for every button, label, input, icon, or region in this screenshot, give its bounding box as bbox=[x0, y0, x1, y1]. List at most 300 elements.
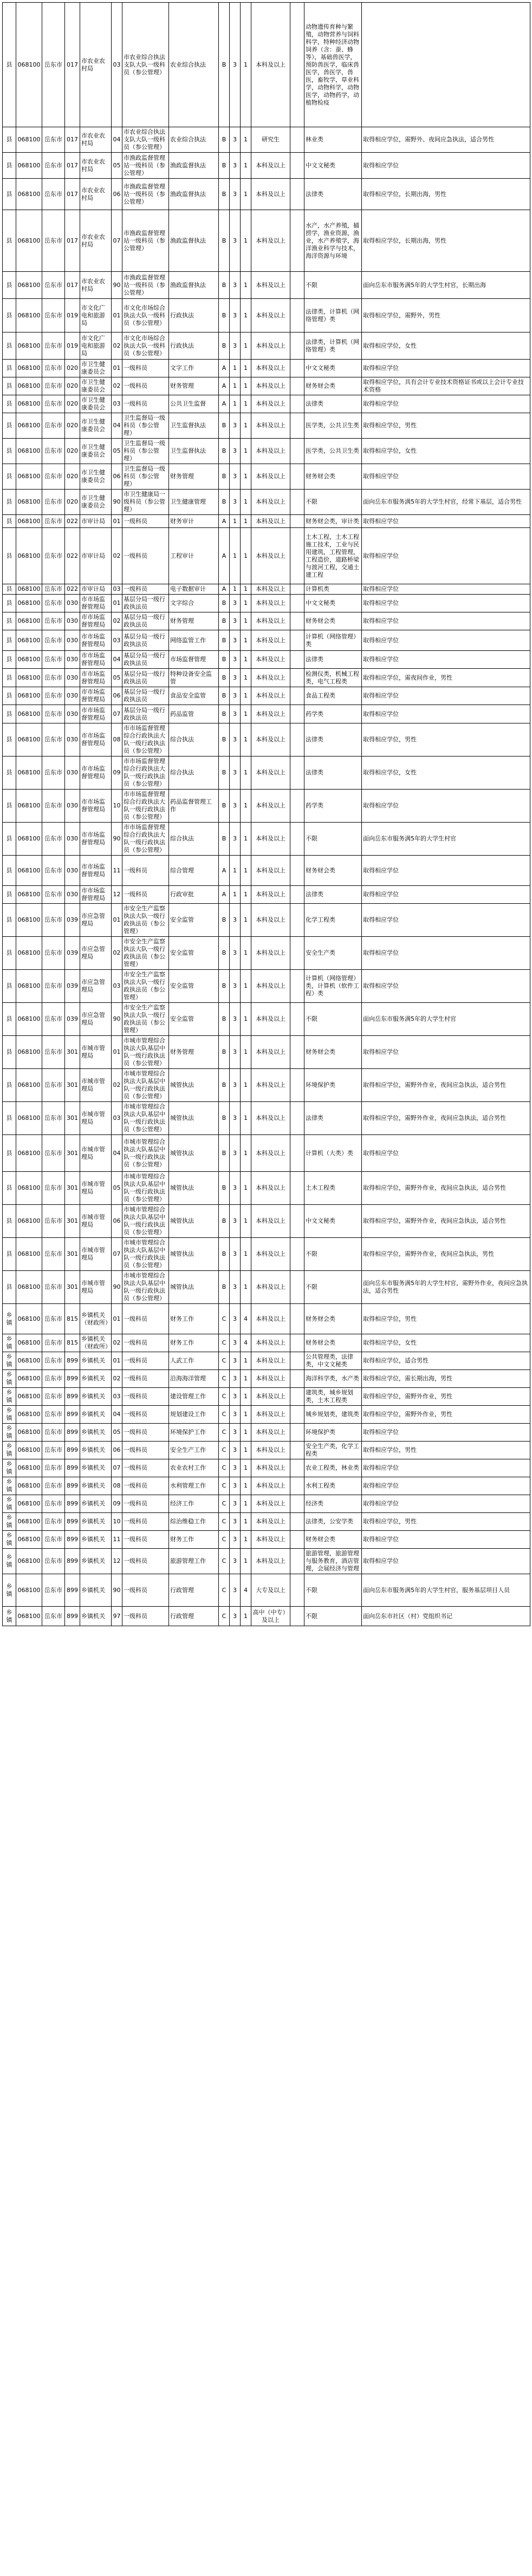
cell-dept-code: 020 bbox=[65, 377, 80, 395]
cell-dept-code: 030 bbox=[65, 790, 80, 823]
cell-count: 1 bbox=[241, 1352, 251, 1370]
cell-conditions: 取得相应学位 bbox=[362, 1036, 530, 1069]
cell-education: 本科及以上 bbox=[251, 395, 290, 413]
cell-category: B bbox=[219, 1238, 230, 1271]
cell-unit-code: 068100 bbox=[16, 127, 42, 153]
cell-dept: 乡镇机关 bbox=[80, 1607, 112, 1626]
cell-area: 岳东市 bbox=[42, 723, 65, 757]
cell-dept-code: 030 bbox=[65, 823, 80, 856]
cell-level: 县 bbox=[3, 1135, 16, 1172]
cell-dept: 乡镇机关 bbox=[80, 1513, 112, 1531]
cell-education: 本科及以上 bbox=[251, 1334, 290, 1352]
cell-org: 一级科员 bbox=[122, 1424, 169, 1442]
cell-level: 县 bbox=[3, 439, 16, 464]
cell-dept-code: 899 bbox=[65, 1513, 80, 1531]
cell-major: 计算机（网络管理）类，计算机（软件工程）类 bbox=[304, 970, 362, 1003]
cell-conditions: 取得相应学位，长期出海，男性 bbox=[362, 210, 530, 272]
cell-post-code: 07 bbox=[112, 1238, 122, 1271]
cell-unit-code: 068100 bbox=[16, 360, 42, 377]
cell-count: 1 bbox=[241, 1442, 251, 1459]
cell-conditions: 取得相应学位 bbox=[362, 153, 530, 179]
cell-area: 岳东市 bbox=[42, 595, 65, 612]
cell-post-name: 安全监管 bbox=[169, 970, 219, 1003]
cell-category: C bbox=[219, 1304, 230, 1334]
cell-major: 药学类 bbox=[304, 790, 362, 823]
cell-count: 1 bbox=[241, 377, 251, 395]
cell-count: 1 bbox=[241, 937, 251, 970]
cell-unit-code: 068100 bbox=[16, 856, 42, 886]
cell-major: 法律类 bbox=[304, 1102, 362, 1135]
cell-unit-code: 068100 bbox=[16, 1102, 42, 1135]
cell-count: 1 bbox=[241, 1271, 251, 1304]
cell-count: 1 bbox=[241, 705, 251, 723]
cell-dept: 市农业农村局 bbox=[80, 153, 112, 179]
table-row bbox=[3, 127, 530, 153]
cell-education: 本科及以上 bbox=[251, 1388, 290, 1406]
cell-degree bbox=[290, 669, 304, 687]
cell-conditions: 取得相应学位 bbox=[362, 790, 530, 823]
cell-org: 市渔政监督管理站一级科员（参公管理） bbox=[122, 179, 169, 210]
table-row bbox=[3, 377, 530, 395]
cell-org: 一级科员 bbox=[122, 1442, 169, 1459]
cell-count: 1 bbox=[241, 1003, 251, 1036]
cell-area: 岳东市 bbox=[42, 886, 65, 904]
cell-area: 岳东市 bbox=[42, 1003, 65, 1036]
cell-dept: 市市场监督管理局 bbox=[80, 856, 112, 886]
cell-education: 本科及以上 bbox=[251, 937, 290, 970]
cell-area: 岳东市 bbox=[42, 1477, 65, 1495]
cell-degree bbox=[290, 1442, 304, 1459]
cell-degree bbox=[290, 723, 304, 757]
cell-education: 本科及以上 bbox=[251, 1513, 290, 1531]
cell-post-name: 财务管理 bbox=[169, 464, 219, 490]
cell-dept-code: 899 bbox=[65, 1406, 80, 1424]
cell-post-code: 06 bbox=[112, 687, 122, 705]
cell-conditions: 取得相应学位 bbox=[362, 395, 530, 413]
cell-org: 一级科员 bbox=[122, 886, 169, 904]
cell-category-code: 1 bbox=[230, 395, 241, 413]
cell-dept: 市审计局 bbox=[80, 528, 112, 584]
cell-category: B bbox=[219, 687, 230, 705]
cell-post-name: 规划建设工作 bbox=[169, 1406, 219, 1424]
cell-dept: 市城市管理局 bbox=[80, 1172, 112, 1205]
cell-major: 不限 bbox=[304, 1003, 362, 1036]
cell-major: 法律类，计算机（网络管理）类 bbox=[304, 332, 362, 360]
cell-post-name: 药品监管 bbox=[169, 705, 219, 723]
table-row bbox=[3, 1352, 530, 1370]
cell-unit-code: 068100 bbox=[16, 1003, 42, 1036]
cell-conditions: 面向岳东市服务满5年的大学生村官 bbox=[362, 1003, 530, 1036]
cell-post-name: 渔政监督执法 bbox=[169, 272, 219, 299]
cell-major: 水产，水产养殖，捕捞学，渔业资源，渔业，水产养殖学，海洋渔业科学与技术，海洋资源与环境 bbox=[304, 210, 362, 272]
cell-org: 一级科员 bbox=[122, 1334, 169, 1352]
cell-conditions: 取得相应学位 bbox=[362, 630, 530, 651]
cell-post-code: 02 bbox=[112, 332, 122, 360]
cell-unit-code: 068100 bbox=[16, 1406, 42, 1424]
table-row bbox=[3, 1531, 530, 1549]
cell-degree bbox=[290, 1531, 304, 1549]
cell-unit-code: 068100 bbox=[16, 1549, 42, 1574]
cell-area: 岳东市 bbox=[42, 377, 65, 395]
cell-conditions: 取得相应学位，需野外作业，夜间应急执法，适合男性 bbox=[362, 1069, 530, 1102]
cell-degree bbox=[290, 584, 304, 595]
cell-category: B bbox=[219, 705, 230, 723]
cell-level: 县 bbox=[3, 630, 16, 651]
cell-category: B bbox=[219, 904, 230, 937]
cell-category: C bbox=[219, 1531, 230, 1549]
cell-unit-code: 068100 bbox=[16, 464, 42, 490]
cell-conditions: 取得相应学位，需野外作业，夜间应急执法，男性 bbox=[362, 1238, 530, 1271]
cell-dept-code: 019 bbox=[65, 332, 80, 360]
cell-unit-code: 068100 bbox=[16, 377, 42, 395]
cell-unit-code: 068100 bbox=[16, 1172, 42, 1205]
cell-post-name: 行政审批 bbox=[169, 886, 219, 904]
cell-category: B bbox=[219, 612, 230, 630]
cell-unit-code: 068100 bbox=[16, 651, 42, 669]
cell-category-code: 3 bbox=[230, 490, 241, 515]
cell-category: C bbox=[219, 1424, 230, 1442]
cell-dept: 市文化广电和旅游局 bbox=[80, 332, 112, 360]
cell-count: 1 bbox=[241, 856, 251, 886]
cell-unit-code: 068100 bbox=[16, 1370, 42, 1388]
cell-dept: 市应急管理局 bbox=[80, 1003, 112, 1036]
cell-category: A bbox=[219, 515, 230, 528]
cell-degree bbox=[290, 1205, 304, 1238]
cell-degree bbox=[290, 153, 304, 179]
cell-category: B bbox=[219, 1135, 230, 1172]
cell-post-code: 02 bbox=[112, 937, 122, 970]
cell-conditions: 取得相应学位 bbox=[362, 612, 530, 630]
cell-degree bbox=[290, 1069, 304, 1102]
cell-education: 本科及以上 bbox=[251, 705, 290, 723]
cell-category: A bbox=[219, 395, 230, 413]
cell-major: 林业类 bbox=[304, 127, 362, 153]
cell-org: 市市场监督管理综合行政执法大队一级行政执法员（参公管理） bbox=[122, 757, 169, 790]
cell-conditions: 取得相应学位，男性 bbox=[362, 1513, 530, 1531]
cell-category: B bbox=[219, 1172, 230, 1205]
cell-category: B bbox=[219, 669, 230, 687]
cell-unit-code: 068100 bbox=[16, 1135, 42, 1172]
cell-category: B bbox=[219, 1036, 230, 1069]
cell-conditions: 取得相应学位，男性 bbox=[362, 1442, 530, 1459]
table-row bbox=[3, 1205, 530, 1238]
table-row bbox=[3, 272, 530, 299]
cell-degree bbox=[290, 970, 304, 1003]
cell-org: 市市场监督管理综合行政执法大队一级行政执法员（参公管理） bbox=[122, 790, 169, 823]
cell-level: 乡镇 bbox=[3, 1549, 16, 1574]
cell-post-name: 综合执法 bbox=[169, 757, 219, 790]
cell-post-code: 04 bbox=[112, 413, 122, 439]
cell-level: 乡镇 bbox=[3, 1352, 16, 1370]
cell-conditions: 取得相应学位 bbox=[362, 1495, 530, 1513]
job-table bbox=[2, 2, 530, 1626]
cell-conditions: 取得相应学位 bbox=[362, 464, 530, 490]
cell-category-code: 3 bbox=[230, 1069, 241, 1102]
cell-major: 旅游管理，旅游管理与服务教育，酒店管理，会展经济与管理 bbox=[304, 1549, 362, 1574]
cell-degree bbox=[290, 1477, 304, 1495]
cell-major: 不限 bbox=[304, 1574, 362, 1607]
cell-dept-code: 030 bbox=[65, 595, 80, 612]
cell-level: 县 bbox=[3, 904, 16, 937]
cell-unit-code: 068100 bbox=[16, 332, 42, 360]
cell-org: 一级科员 bbox=[122, 395, 169, 413]
cell-dept-code: 815 bbox=[65, 1334, 80, 1352]
cell-category-code: 3 bbox=[230, 1459, 241, 1477]
cell-dept: 乡镇机关 bbox=[80, 1388, 112, 1406]
cell-area: 岳东市 bbox=[42, 1271, 65, 1304]
cell-conditions bbox=[362, 3, 530, 127]
cell-count: 1 bbox=[241, 1495, 251, 1513]
cell-level: 县 bbox=[3, 210, 16, 272]
cell-unit-code: 068100 bbox=[16, 1334, 42, 1352]
cell-dept-code: 030 bbox=[65, 856, 80, 886]
cell-degree bbox=[290, 1271, 304, 1304]
cell-org: 市安全生产监察执法大队一级行政执法员（参公管理） bbox=[122, 937, 169, 970]
cell-post-code: 06 bbox=[112, 1205, 122, 1238]
cell-category-code: 3 bbox=[230, 127, 241, 153]
cell-education: 本科及以上 bbox=[251, 630, 290, 651]
cell-education: 本科及以上 bbox=[251, 1069, 290, 1102]
cell-post-code: 90 bbox=[112, 272, 122, 299]
cell-count: 1 bbox=[241, 3, 251, 127]
cell-conditions: 取得相应学位，女性 bbox=[362, 332, 530, 360]
cell-unit-code: 068100 bbox=[16, 904, 42, 937]
cell-area: 岳东市 bbox=[42, 1238, 65, 1271]
table-row bbox=[3, 490, 530, 515]
cell-unit-code: 068100 bbox=[16, 299, 42, 332]
cell-org: 一级科员 bbox=[122, 377, 169, 395]
cell-dept: 市卫生健康委员会 bbox=[80, 490, 112, 515]
cell-category: B bbox=[219, 490, 230, 515]
cell-conditions: 取得相应学位 bbox=[362, 1549, 530, 1574]
cell-category-code: 3 bbox=[230, 1574, 241, 1607]
cell-dept: 市市场监督管理局 bbox=[80, 669, 112, 687]
cell-major: 不限 bbox=[304, 823, 362, 856]
cell-post-code: 03 bbox=[112, 3, 122, 127]
cell-category-code: 3 bbox=[230, 687, 241, 705]
cell-count: 1 bbox=[241, 790, 251, 823]
cell-dept: 市审计局 bbox=[80, 515, 112, 528]
table-row bbox=[3, 515, 530, 528]
table-row bbox=[3, 757, 530, 790]
cell-post-name: 安全监管 bbox=[169, 937, 219, 970]
cell-post-code: 11 bbox=[112, 1531, 122, 1549]
cell-degree bbox=[290, 1102, 304, 1135]
cell-degree bbox=[290, 1135, 304, 1172]
cell-major: 不限 bbox=[304, 1271, 362, 1304]
cell-org: 基层分局一级行政执法员 bbox=[122, 612, 169, 630]
cell-dept-code: 020 bbox=[65, 490, 80, 515]
cell-dept: 市农业农村局 bbox=[80, 3, 112, 127]
cell-education: 本科及以上 bbox=[251, 1406, 290, 1424]
cell-level: 县 bbox=[3, 377, 16, 395]
cell-dept: 乡镇机关 bbox=[80, 1406, 112, 1424]
cell-area: 岳东市 bbox=[42, 1513, 65, 1531]
cell-post-code: 01 bbox=[112, 515, 122, 528]
cell-dept-code: 017 bbox=[65, 153, 80, 179]
cell-category: C bbox=[219, 1442, 230, 1459]
cell-post-code: 12 bbox=[112, 1549, 122, 1574]
cell-degree bbox=[290, 790, 304, 823]
cell-major: 法律类 bbox=[304, 179, 362, 210]
table-row bbox=[3, 1388, 530, 1406]
cell-count: 1 bbox=[241, 528, 251, 584]
cell-level: 乡镇 bbox=[3, 1513, 16, 1531]
cell-post-code: 03 bbox=[112, 584, 122, 595]
cell-area: 岳东市 bbox=[42, 705, 65, 723]
cell-dept: 市城市管理局 bbox=[80, 1271, 112, 1304]
cell-level: 县 bbox=[3, 127, 16, 153]
cell-level: 乡镇 bbox=[3, 1334, 16, 1352]
cell-category-code: 3 bbox=[230, 1102, 241, 1135]
cell-post-name: 渔政监督执法 bbox=[169, 210, 219, 272]
cell-dept-code: 030 bbox=[65, 886, 80, 904]
cell-unit-code: 068100 bbox=[16, 1513, 42, 1531]
cell-dept-code: 899 bbox=[65, 1442, 80, 1459]
cell-category-code: 3 bbox=[230, 1477, 241, 1495]
table-row bbox=[3, 413, 530, 439]
cell-major: 财务财会类 bbox=[304, 1304, 362, 1334]
cell-area: 岳东市 bbox=[42, 3, 65, 127]
cell-org: 市渔政监督管理站一级科员（参公管理） bbox=[122, 210, 169, 272]
cell-dept: 市农业农村局 bbox=[80, 210, 112, 272]
cell-dept-code: 039 bbox=[65, 970, 80, 1003]
cell-conditions: 取得相应学位，女性 bbox=[362, 439, 530, 464]
cell-category-code: 3 bbox=[230, 1003, 241, 1036]
table-row bbox=[3, 1370, 530, 1388]
cell-area: 岳东市 bbox=[42, 1459, 65, 1477]
table-row bbox=[3, 937, 530, 970]
cell-level: 县 bbox=[3, 1172, 16, 1205]
cell-degree bbox=[290, 413, 304, 439]
cell-conditions: 面向岳东市服务满5年的大学生村官，服务基层项目人员 bbox=[362, 1574, 530, 1607]
table-row bbox=[3, 528, 530, 584]
cell-dept-code: 039 bbox=[65, 1003, 80, 1036]
cell-dept: 乡镇机关 bbox=[80, 1442, 112, 1459]
cell-post-code: 04 bbox=[112, 651, 122, 669]
cell-count: 1 bbox=[241, 413, 251, 439]
cell-count: 1 bbox=[241, 153, 251, 179]
cell-category-code: 3 bbox=[230, 179, 241, 210]
cell-category-code: 3 bbox=[230, 464, 241, 490]
cell-unit-code: 068100 bbox=[16, 1531, 42, 1549]
cell-dept-code: 030 bbox=[65, 757, 80, 790]
cell-area: 岳东市 bbox=[42, 1495, 65, 1513]
cell-education: 本科及以上 bbox=[251, 1477, 290, 1495]
cell-conditions: 取得相应学位，适合男性 bbox=[362, 1352, 530, 1370]
cell-area: 岳东市 bbox=[42, 360, 65, 377]
cell-area: 岳东市 bbox=[42, 1388, 65, 1406]
cell-education: 本科及以上 bbox=[251, 1271, 290, 1304]
cell-degree bbox=[290, 490, 304, 515]
cell-post-name: 渔政监督执法 bbox=[169, 153, 219, 179]
cell-count: 1 bbox=[241, 1531, 251, 1549]
cell-unit-code: 068100 bbox=[16, 937, 42, 970]
cell-conditions: 取得相应学位 bbox=[362, 595, 530, 612]
cell-unit-code: 068100 bbox=[16, 757, 42, 790]
cell-post-name: 财务管理 bbox=[169, 1036, 219, 1069]
cell-dept: 市城市管理局 bbox=[80, 1102, 112, 1135]
cell-conditions: 面向岳东市服务满5年的大学生村官，长期出海 bbox=[362, 272, 530, 299]
cell-degree bbox=[290, 1495, 304, 1513]
cell-org: 一级科员 bbox=[122, 1607, 169, 1626]
cell-dept-code: 899 bbox=[65, 1574, 80, 1607]
cell-level: 县 bbox=[3, 937, 16, 970]
cell-major: 不限 bbox=[304, 1238, 362, 1271]
cell-post-name: 城管执法 bbox=[169, 1069, 219, 1102]
cell-dept: 市应急管理局 bbox=[80, 904, 112, 937]
cell-dept: 市卫生健康委员会 bbox=[80, 377, 112, 395]
table-row bbox=[3, 1406, 530, 1424]
cell-dept-code: 020 bbox=[65, 439, 80, 464]
cell-degree bbox=[290, 179, 304, 210]
cell-conditions: 面向岳东市服务满5年的大学生村官 bbox=[362, 823, 530, 856]
cell-dept: 乡镇机关 bbox=[80, 1477, 112, 1495]
cell-category-code: 3 bbox=[230, 1135, 241, 1172]
cell-level: 县 bbox=[3, 1003, 16, 1036]
cell-level: 乡镇 bbox=[3, 1531, 16, 1549]
cell-post-name: 财务工作 bbox=[169, 1304, 219, 1334]
cell-unit-code: 068100 bbox=[16, 886, 42, 904]
cell-post-name: 财务工作 bbox=[169, 1531, 219, 1549]
cell-education: 本科及以上 bbox=[251, 464, 290, 490]
cell-category: C bbox=[219, 1607, 230, 1626]
cell-degree bbox=[290, 1459, 304, 1477]
cell-org: 卫生监督局一级科员（参公管理） bbox=[122, 464, 169, 490]
cell-conditions: 取得相应学位 bbox=[362, 1459, 530, 1477]
cell-category-code: 3 bbox=[230, 439, 241, 464]
cell-unit-code: 068100 bbox=[16, 153, 42, 179]
table-row bbox=[3, 687, 530, 705]
cell-conditions: 取得相应学位 bbox=[362, 1531, 530, 1549]
cell-level: 乡镇 bbox=[3, 1495, 16, 1513]
cell-conditions: 取得相应学位 bbox=[362, 528, 530, 584]
cell-major: 检测仪类，机械工程类，电气工程类 bbox=[304, 669, 362, 687]
cell-dept: 市城市管理局 bbox=[80, 1069, 112, 1102]
cell-category-code: 3 bbox=[230, 210, 241, 272]
cell-degree bbox=[290, 595, 304, 612]
cell-post-code: 97 bbox=[112, 1607, 122, 1626]
cell-dept-code: 301 bbox=[65, 1205, 80, 1238]
cell-category-code: 1 bbox=[230, 856, 241, 886]
cell-category: B bbox=[219, 1205, 230, 1238]
cell-major: 城乡规划类，建筑类 bbox=[304, 1406, 362, 1424]
cell-education: 本科及以上 bbox=[251, 1352, 290, 1370]
cell-education: 研究生 bbox=[251, 127, 290, 153]
cell-category: A bbox=[219, 584, 230, 595]
cell-post-code: 05 bbox=[112, 153, 122, 179]
cell-post-code: 05 bbox=[112, 439, 122, 464]
cell-major: 法律类，计算机（网络管理）类 bbox=[304, 299, 362, 332]
cell-post-code: 06 bbox=[112, 179, 122, 210]
cell-degree bbox=[290, 886, 304, 904]
cell-unit-code: 068100 bbox=[16, 1205, 42, 1238]
cell-category: B bbox=[219, 153, 230, 179]
cell-area: 岳东市 bbox=[42, 1205, 65, 1238]
cell-category: B bbox=[219, 1069, 230, 1102]
table-body bbox=[3, 3, 530, 1626]
cell-major: 中文文秘类 bbox=[304, 153, 362, 179]
cell-category-code: 3 bbox=[230, 723, 241, 757]
cell-post-name: 行政管理 bbox=[169, 1607, 219, 1626]
cell-area: 岳东市 bbox=[42, 413, 65, 439]
cell-unit-code: 068100 bbox=[16, 705, 42, 723]
cell-unit-code: 068100 bbox=[16, 595, 42, 612]
cell-area: 岳东市 bbox=[42, 1069, 65, 1102]
cell-category: B bbox=[219, 757, 230, 790]
cell-dept: 市应急管理局 bbox=[80, 970, 112, 1003]
table-row bbox=[3, 630, 530, 651]
